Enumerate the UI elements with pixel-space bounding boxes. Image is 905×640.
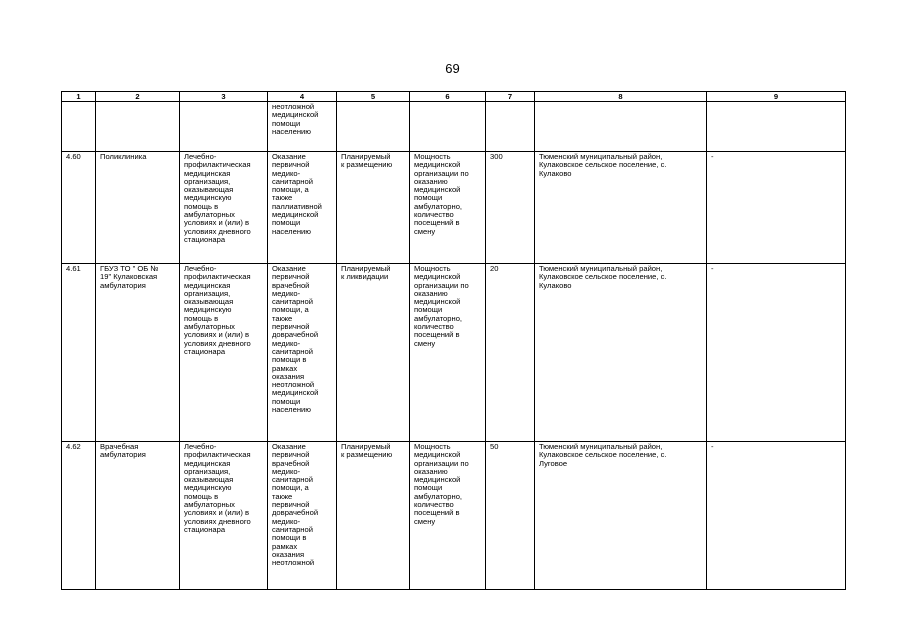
cell-zone	[707, 264, 846, 442]
cell-text-line: медико-	[272, 338, 301, 348]
cell-text-line: условиях и (или) в	[184, 218, 250, 228]
cell-text-line: Оказание	[272, 442, 306, 451]
cell-text-line: врачебной	[272, 280, 310, 290]
cell-text-line: оказания	[272, 549, 305, 559]
cell-text-line: организации по	[414, 280, 469, 290]
cell-text-line: рамках	[272, 541, 298, 551]
cell-text-line: паллиативной	[272, 201, 322, 211]
cell-text-line: Лечебно-	[184, 152, 217, 161]
cell-text-line: оказанию	[414, 176, 448, 186]
cell-text-line: рамках	[272, 363, 298, 373]
cell-text-line: к размещению	[341, 450, 393, 460]
cell-text-line: Луговое	[539, 458, 568, 468]
table-row	[62, 442, 846, 590]
cell-text-line: первичной	[272, 322, 310, 332]
cell-text-line: санитарной	[272, 475, 313, 485]
cell-text-line: помощи	[414, 305, 443, 315]
cell-text-line: помощи	[414, 483, 443, 493]
cell-num: 4.60	[62, 152, 96, 264]
cell-text-line: медико-	[272, 466, 301, 476]
cell-text-line: посещений в	[414, 508, 460, 518]
cell-text-line: медико-	[272, 516, 301, 526]
cell-status	[337, 102, 410, 152]
cell-text-line: первичной	[272, 160, 310, 170]
cell-text-line: 20	[490, 264, 499, 273]
cell-text-line: 19" Кулаковская	[100, 272, 158, 282]
cell-text-line: помощи, а	[272, 483, 309, 493]
cell-text-line: медико-	[272, 168, 301, 178]
cell-text-line: амбулатория	[100, 450, 146, 460]
cell-text-line: медико-	[272, 288, 301, 298]
cell-text-line: организация,	[184, 466, 231, 476]
column-header: 8	[535, 92, 707, 102]
cell-text-line: Планируемый	[341, 264, 391, 273]
cell-text-line: медицинская	[184, 458, 231, 468]
cell-name	[96, 152, 180, 264]
cell-text-line: медицинской	[414, 185, 461, 195]
cell-type	[180, 102, 268, 152]
cell-text-line: Лечебно-	[184, 442, 217, 451]
cell-text-line: помощи в	[272, 533, 307, 543]
cell-text-line: первичной	[272, 500, 310, 510]
cell-text-line: оказывающая	[184, 185, 234, 195]
cell-characteristic	[410, 152, 486, 264]
cell-num: 4.61	[62, 264, 96, 442]
cell-text-line: оказывающая	[184, 475, 234, 485]
cell-text-line: Планируемый	[341, 442, 391, 451]
cell-type	[180, 442, 268, 590]
cell-text-line: к размещению	[341, 160, 393, 170]
cell-text-line: Кулаково	[539, 168, 572, 178]
cell-num	[62, 102, 96, 152]
cell-text-line: -	[711, 264, 714, 273]
cell-location	[535, 102, 707, 152]
cell-characteristic	[410, 442, 486, 590]
table-row	[62, 152, 846, 264]
cell-value	[486, 102, 535, 152]
cell-text-line: медицинская	[184, 168, 231, 178]
cell-text-line: 300	[490, 152, 503, 161]
cell-zone	[707, 442, 846, 590]
column-header: 3	[180, 92, 268, 102]
cell-text-line: помощи	[272, 396, 301, 406]
cell-text-line: неотложной	[272, 380, 315, 390]
cell-text-line: к ликвидации	[341, 272, 389, 282]
cell-name	[96, 442, 180, 590]
cell-location	[535, 264, 707, 442]
cell-text-line: амбулаторных	[184, 210, 235, 220]
cell-text-line: 50	[490, 442, 499, 451]
facilities-table	[61, 91, 846, 590]
cell-text-line: Тюменский муниципальный район,	[539, 152, 663, 161]
cell-text-line: амбулаторных	[184, 500, 235, 510]
cell-purpose	[268, 102, 337, 152]
cell-text-line: неотложной	[272, 102, 315, 111]
cell-purpose	[268, 264, 337, 442]
cell-text-line: Кулаково	[539, 280, 572, 290]
cell-characteristic	[410, 102, 486, 152]
cell-text-line: медицинской	[272, 210, 319, 220]
cell-text-line: медицинской	[414, 272, 461, 282]
cell-text-line: амбулаторных	[184, 322, 235, 332]
cell-text-line: помощи, а	[272, 185, 309, 195]
cell-text-line: количество	[414, 322, 454, 332]
cell-text-line: санитарной	[272, 176, 313, 186]
cell-text-line: Оказание	[272, 264, 306, 273]
cell-text-line: Мощность	[414, 264, 451, 273]
cell-text-line: первичной	[272, 272, 310, 282]
cell-text-line: амбулаторно,	[414, 313, 463, 323]
column-header: 5	[337, 92, 410, 102]
cell-text-line: также	[272, 313, 293, 323]
cell-text-line: также	[272, 193, 293, 203]
cell-text-line: медицинской	[414, 297, 461, 307]
cell-text-line: условиях и (или) в	[184, 508, 250, 518]
cell-text-line: доврачебной	[272, 330, 319, 340]
cell-value	[486, 442, 535, 590]
cell-text-line: Кулаковское сельское поселение, с.	[539, 272, 667, 282]
cell-text-line: помощи	[414, 193, 443, 203]
header-row	[62, 92, 846, 102]
column-header: 1	[62, 92, 96, 102]
cell-text-line: Кулаковское сельское поселение, с.	[539, 160, 667, 170]
page-number: 69	[445, 61, 460, 76]
cell-text-line: оказания	[272, 371, 305, 381]
column-header: 4	[268, 92, 337, 102]
cell-text-line: Тюменский муниципальный район,	[539, 442, 663, 451]
cell-text-line: оказанию	[414, 288, 448, 298]
cell-text-line: санитарной	[272, 524, 313, 534]
cell-text-line: профилактическая	[184, 450, 251, 460]
cell-text-line: Врачебная	[100, 442, 139, 451]
cell-text-line: Лечебно-	[184, 264, 217, 273]
column-header: 7	[486, 92, 535, 102]
cell-text-line: организация,	[184, 176, 231, 186]
cell-text-line: помощи в	[272, 355, 307, 365]
cell-text-line: количество	[414, 500, 454, 510]
cell-text-line: условиях дневного	[184, 226, 251, 236]
cell-text-line: -	[711, 442, 714, 451]
cell-name	[96, 264, 180, 442]
cell-text-line: медицинскую	[184, 305, 232, 315]
column-header: 6	[410, 92, 486, 102]
cell-text-line: населению	[272, 126, 311, 136]
cell-text-line: условиях и (или) в	[184, 330, 250, 340]
cell-text-line: Тюменский муниципальный район,	[539, 264, 663, 273]
cell-text-line: амбулатория	[100, 280, 146, 290]
cell-location	[535, 442, 707, 590]
cell-text-line: помощь в	[184, 491, 219, 501]
table-row	[62, 264, 846, 442]
cell-type	[180, 152, 268, 264]
cell-zone	[707, 102, 846, 152]
cell-text-line: неотложной	[272, 558, 315, 568]
cell-text-line: оказанию	[414, 466, 448, 476]
cell-text-line: Оказание	[272, 152, 306, 161]
cell-text-line: помощи, а	[272, 305, 309, 315]
cell-text-line: Мощность	[414, 442, 451, 451]
cell-text-line: санитарной	[272, 346, 313, 356]
cell-text-line: смену	[414, 338, 436, 348]
cell-text-line: медицинской	[414, 475, 461, 485]
cell-value	[486, 264, 535, 442]
cell-num: 4.62	[62, 442, 96, 590]
cell-text-line: медицинская	[184, 280, 231, 290]
cell-text-line: стационара	[184, 346, 226, 356]
cell-text-line: амбулаторно,	[414, 491, 463, 501]
cell-text-line: Кулаковское сельское поселение, с.	[539, 450, 667, 460]
cell-status	[337, 442, 410, 590]
cell-purpose	[268, 152, 337, 264]
cell-text-line: доврачебной	[272, 508, 319, 518]
cell-text-line: Поликлиника	[100, 152, 147, 161]
cell-text-line: организации по	[414, 458, 469, 468]
cell-zone	[707, 152, 846, 264]
cell-text-line: медицинской	[272, 388, 319, 398]
cell-text-line: врачебной	[272, 458, 310, 468]
cell-text-line: медицинской	[272, 110, 319, 120]
cell-text-line: организация,	[184, 288, 231, 298]
cell-text-line: населению	[272, 226, 311, 236]
cell-text-line: оказывающая	[184, 297, 234, 307]
cell-text-line: санитарной	[272, 297, 313, 307]
cell-text-line: первичной	[272, 450, 310, 460]
cell-text-line: профилактическая	[184, 272, 251, 282]
cell-text-line: стационара	[184, 234, 226, 244]
cell-text-line: населению	[272, 405, 311, 415]
cell-text-line: смену	[414, 516, 436, 526]
cell-status	[337, 152, 410, 264]
cell-text-line: профилактическая	[184, 160, 251, 170]
cell-purpose	[268, 442, 337, 590]
cell-text-line: помощи	[272, 218, 301, 228]
column-header: 2	[96, 92, 180, 102]
cell-text-line: амбулаторно,	[414, 201, 463, 211]
cell-location	[535, 152, 707, 264]
cell-name	[96, 102, 180, 152]
cell-text-line: стационара	[184, 524, 226, 534]
cell-type	[180, 264, 268, 442]
cell-text-line: медицинской	[414, 160, 461, 170]
cell-status	[337, 264, 410, 442]
cell-text-line: помощь в	[184, 313, 219, 323]
column-header: 9	[707, 92, 846, 102]
cell-characteristic	[410, 264, 486, 442]
cell-text-line: помощи	[272, 118, 301, 128]
cell-text-line: организации по	[414, 168, 469, 178]
cell-value	[486, 152, 535, 264]
cell-text-line: условиях дневного	[184, 516, 251, 526]
cell-text-line: посещений в	[414, 330, 460, 340]
cell-text-line: также	[272, 491, 293, 501]
cell-text-line: количество	[414, 210, 454, 220]
cell-text-line: медицинскую	[184, 193, 232, 203]
cell-text-line: Мощность	[414, 152, 451, 161]
cell-text-line: посещений в	[414, 218, 460, 228]
cell-text-line: смену	[414, 226, 436, 236]
cell-text-line: условиях дневного	[184, 338, 251, 348]
cell-text-line: Планируемый	[341, 152, 391, 161]
cell-text-line: помощь в	[184, 201, 219, 211]
cell-text-line: ГБУЗ ТО " ОБ №	[100, 264, 159, 273]
cell-text-line: медицинскую	[184, 483, 232, 493]
cell-text-line: медицинской	[414, 450, 461, 460]
continuation-row	[62, 102, 846, 152]
cell-text-line: -	[711, 152, 714, 161]
